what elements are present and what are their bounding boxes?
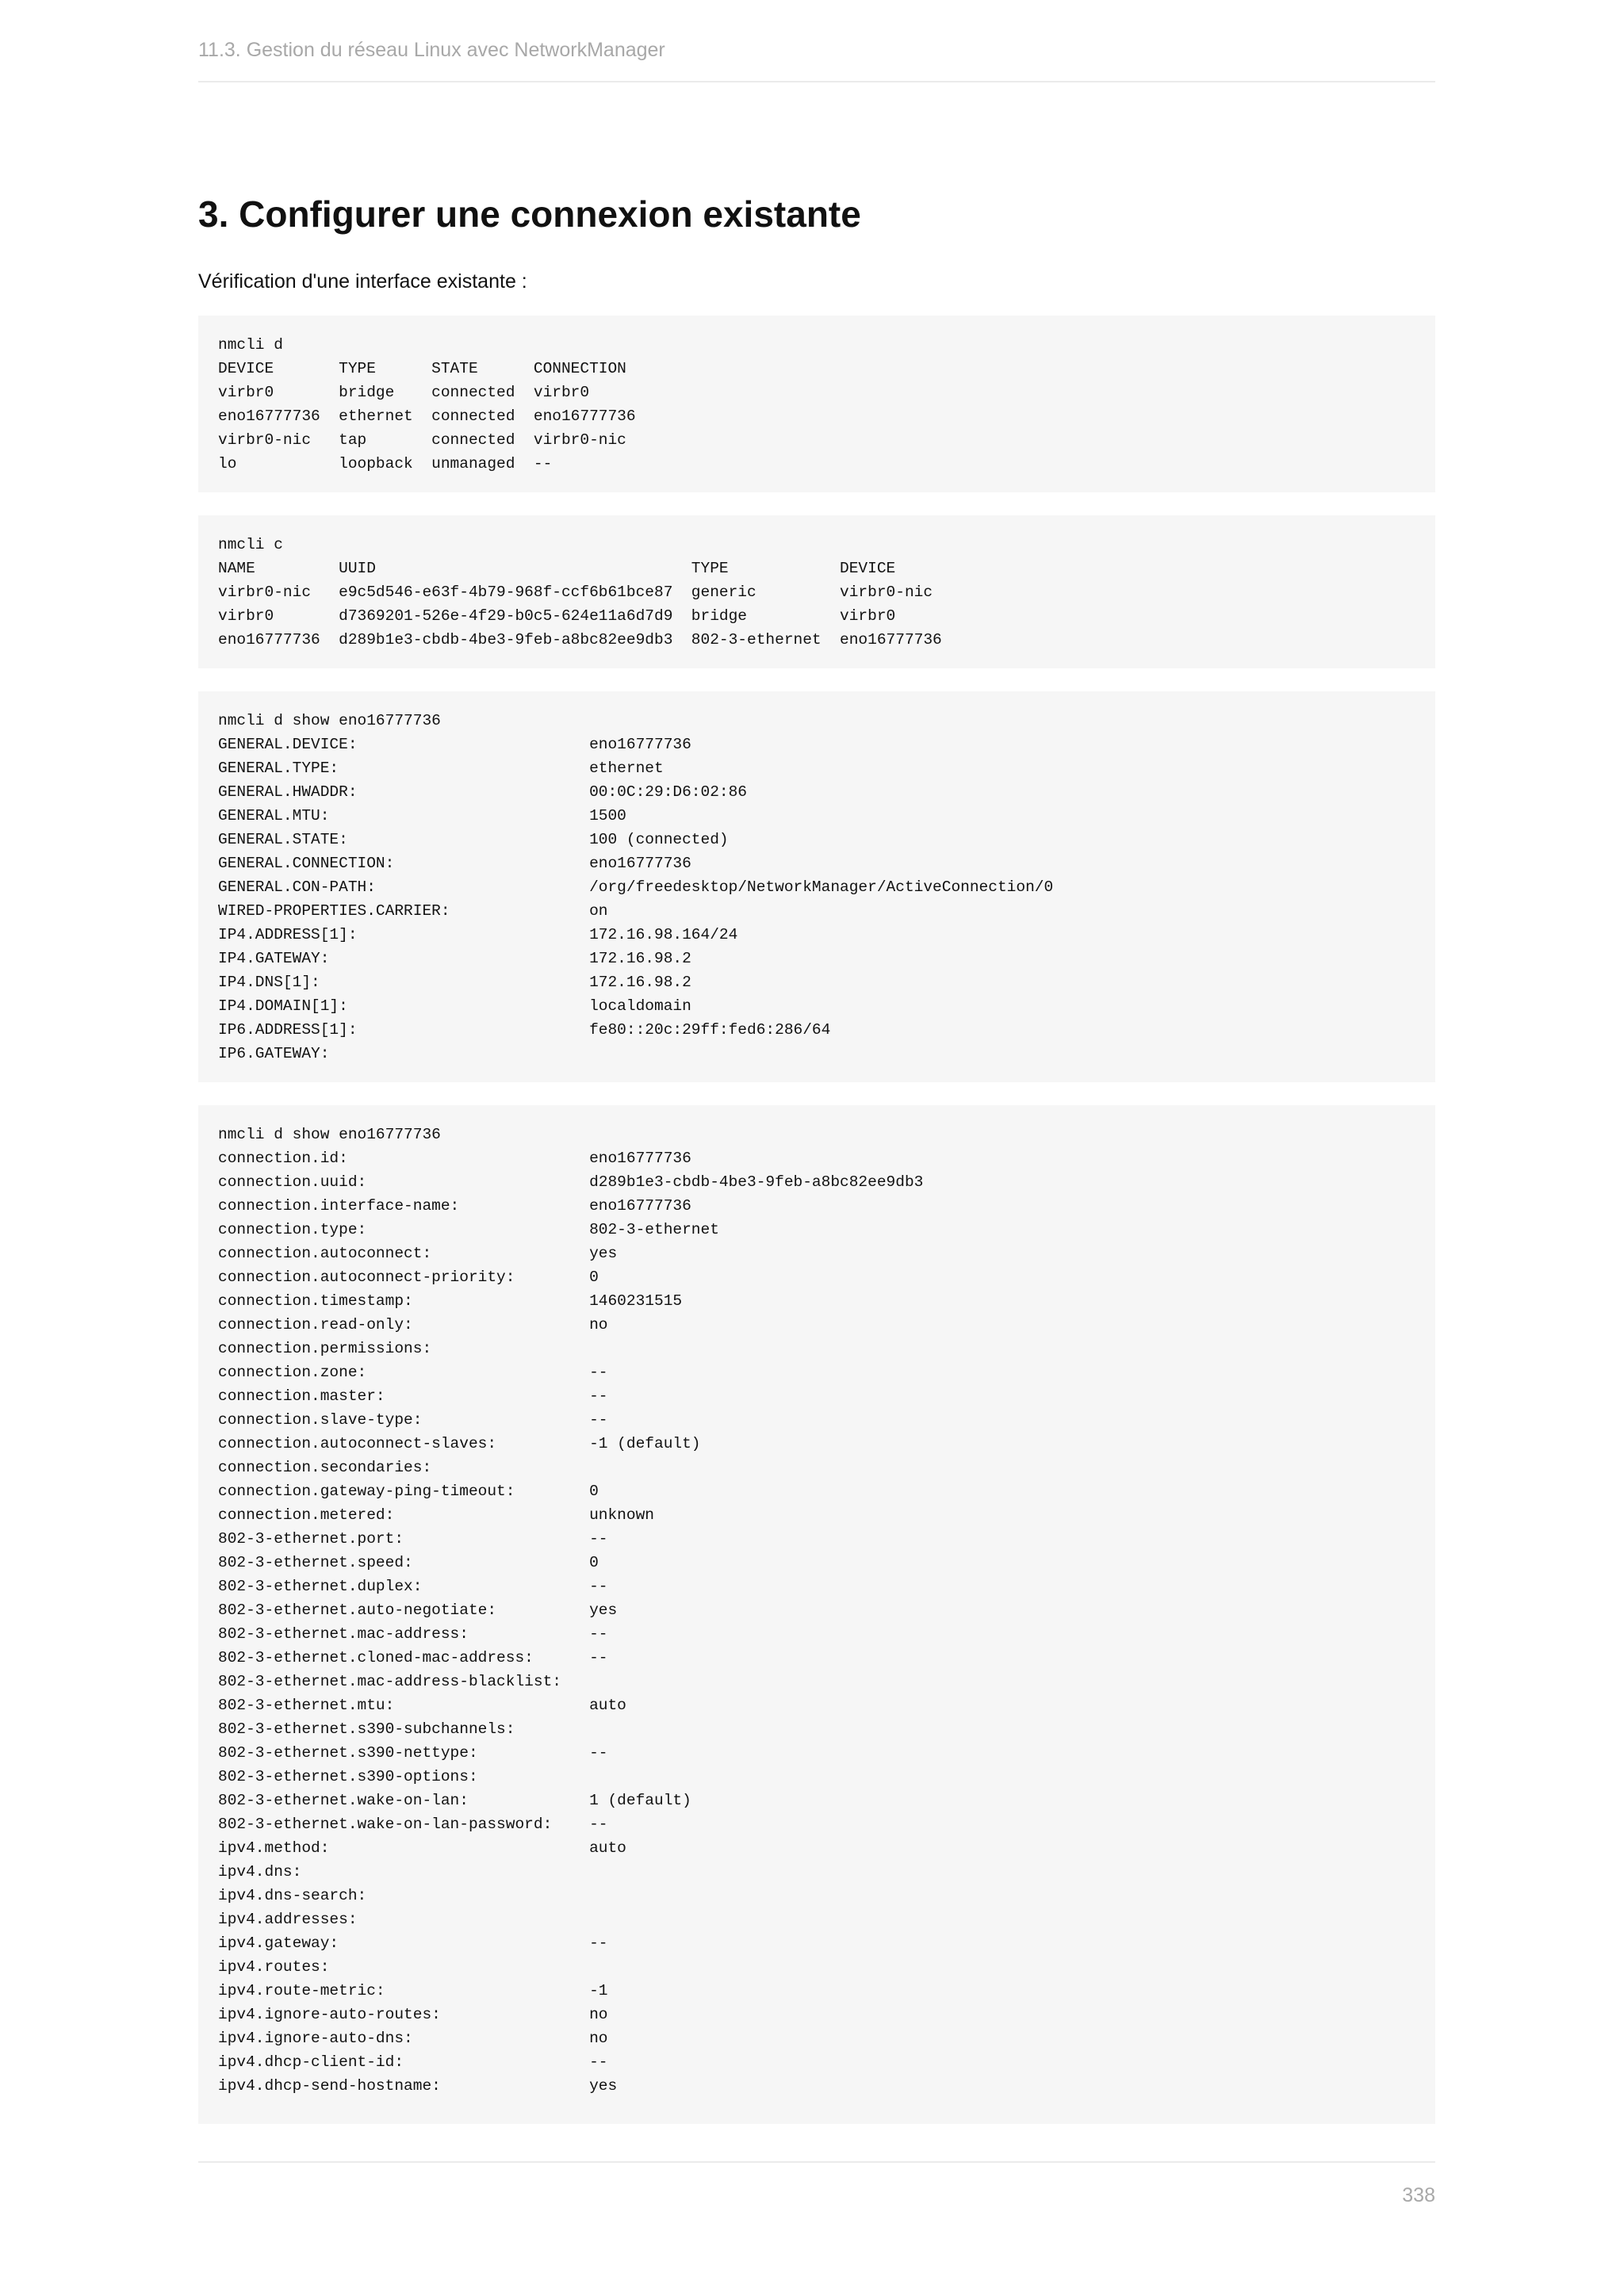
code-line: ipv4.dns:	[218, 1863, 302, 1881]
code-line: connection.autoconnect: yes	[218, 1245, 618, 1262]
code-line: nmcli d show eno16777736	[218, 712, 441, 729]
code-line: ipv4.addresses:	[218, 1911, 358, 1928]
code-block-connection-show	[198, 1105, 1435, 2124]
code-line: 802-3-ethernet.mtu: auto	[218, 1697, 626, 1714]
code-line: lo loopback unmanaged --	[218, 455, 553, 473]
code-line: 802-3-ethernet.duplex: --	[218, 1578, 608, 1595]
code-line: 802-3-ethernet.s390-nettype: --	[218, 1744, 608, 1762]
code-line: nmcli c	[218, 536, 283, 553]
code-line: ipv4.dhcp-client-id: --	[218, 2053, 608, 2071]
section-title: 3. Configurer une connexion existante	[198, 193, 861, 235]
code-line: 802-3-ethernet.auto-negotiate: yes	[218, 1601, 618, 1619]
code-line: IP4.ADDRESS[1]: 172.16.98.164/24	[218, 926, 738, 943]
code-line: 802-3-ethernet.cloned-mac-address: --	[218, 1649, 608, 1667]
code-line: GENERAL.DEVICE: eno16777736	[218, 736, 691, 753]
footer-divider	[198, 2161, 1435, 2163]
code-line: ipv4.dns-search:	[218, 1887, 367, 1904]
code-line: IP4.DOMAIN[1]: localdomain	[218, 997, 691, 1015]
code-line: virbr0-nic e9c5d546-e63f-4b79-968f-ccf6b61bce87 generic virbr0-nic	[218, 584, 933, 601]
code-line: IP6.GATEWAY:	[218, 1045, 330, 1062]
code-line: connection.autoconnect-priority: 0	[218, 1269, 599, 1286]
code-block-device-show	[198, 691, 1435, 1082]
code-line: IP4.DNS[1]: 172.16.98.2	[218, 974, 691, 991]
code-line: 802-3-ethernet.mac-address: --	[218, 1625, 608, 1643]
code-line: IP6.ADDRESS[1]: fe80::20c:29ff:fed6:286/64	[218, 1021, 831, 1039]
code-line: DEVICE TYPE STATE CONNECTION	[218, 360, 626, 377]
code-line: 802-3-ethernet.wake-on-lan: 1 (default)	[218, 1792, 691, 1809]
code-line: GENERAL.MTU: 1500	[218, 807, 626, 825]
code-line: 802-3-ethernet.s390-options:	[218, 1768, 478, 1785]
code-line: GENERAL.HWADDR: 00:0C:29:D6:02:86	[218, 783, 748, 801]
code-line: eno16777736 d289b1e3-cbdb-4be3-9feb-a8bc82ee9db3 802-3-ethernet eno16777736	[218, 631, 942, 649]
code-line: eno16777736 ethernet connected eno16777736	[218, 408, 636, 425]
code-line: GENERAL.CON-PATH: /org/freedesktop/NetworkManager/ActiveConnection/0	[218, 878, 1054, 896]
code-line: GENERAL.TYPE: ethernet	[218, 760, 664, 777]
document-page	[198, 0, 1435, 2296]
code-line: 802-3-ethernet.s390-subchannels:	[218, 1720, 515, 1738]
intro-paragraph: Vérification d'une interface existante :	[198, 270, 527, 293]
code-line: 802-3-ethernet.wake-on-lan-password: --	[218, 1816, 608, 1833]
page-number: 338	[1402, 2184, 1435, 2206]
code-line: connection.secondaries:	[218, 1459, 432, 1476]
code-line: connection.metered: unknown	[218, 1506, 654, 1524]
code-line: ipv4.ignore-auto-routes: no	[218, 2006, 608, 2023]
code-line: 802-3-ethernet.port: --	[218, 1530, 608, 1548]
code-line: nmcli d show eno16777736	[218, 1126, 441, 1143]
code-line: connection.uuid: d289b1e3-cbdb-4be3-9feb-a8bc82ee9db3	[218, 1173, 924, 1191]
code-line: nmcli d	[218, 336, 283, 354]
code-line: 802-3-ethernet.mac-address-blacklist:	[218, 1673, 561, 1690]
code-line: ipv4.method: auto	[218, 1839, 626, 1857]
code-line: connection.gateway-ping-timeout: 0	[218, 1483, 599, 1500]
code-line: virbr0 d7369201-526e-4f29-b0c5-624e11a6d7d9 bridge virbr0	[218, 607, 896, 625]
code-block-nmcli-c	[198, 515, 1435, 668]
code-line: virbr0-nic tap connected virbr0-nic	[218, 431, 626, 449]
code-line: ipv4.route-metric: -1	[218, 1982, 608, 1999]
running-header: 11.3. Gestion du réseau Linux avec NetworkManager	[198, 36, 1435, 82]
code-line: connection.timestamp: 1460231515	[218, 1292, 683, 1310]
code-line: connection.zone: --	[218, 1364, 608, 1381]
code-line: connection.read-only: no	[218, 1316, 608, 1334]
code-line: virbr0 bridge connected virbr0	[218, 384, 590, 401]
code-line: ipv4.ignore-auto-dns: no	[218, 2030, 608, 2047]
code-line: IP4.GATEWAY: 172.16.98.2	[218, 950, 691, 967]
code-line: ipv4.gateway: --	[218, 1934, 608, 1952]
code-line: NAME UUID TYPE DEVICE	[218, 560, 896, 577]
code-line: connection.permissions:	[218, 1340, 432, 1357]
code-line: ipv4.dhcp-send-hostname: yes	[218, 2077, 618, 2095]
code-block-nmcli-d	[198, 316, 1435, 492]
code-line: 802-3-ethernet.speed: 0	[218, 1554, 599, 1571]
code-line: GENERAL.CONNECTION: eno16777736	[218, 855, 691, 872]
code-line: ipv4.routes:	[218, 1958, 330, 1976]
code-line: connection.interface-name: eno16777736	[218, 1197, 691, 1215]
code-line: WIRED-PROPERTIES.CARRIER: on	[218, 902, 608, 920]
code-line: connection.slave-type: --	[218, 1411, 608, 1429]
code-line: connection.id: eno16777736	[218, 1150, 691, 1167]
code-line: connection.autoconnect-slaves: -1 (default)	[218, 1435, 701, 1452]
code-line: GENERAL.STATE: 100 (connected)	[218, 831, 729, 848]
code-line: connection.type: 802-3-ethernet	[218, 1221, 719, 1238]
code-line: connection.master: --	[218, 1387, 608, 1405]
